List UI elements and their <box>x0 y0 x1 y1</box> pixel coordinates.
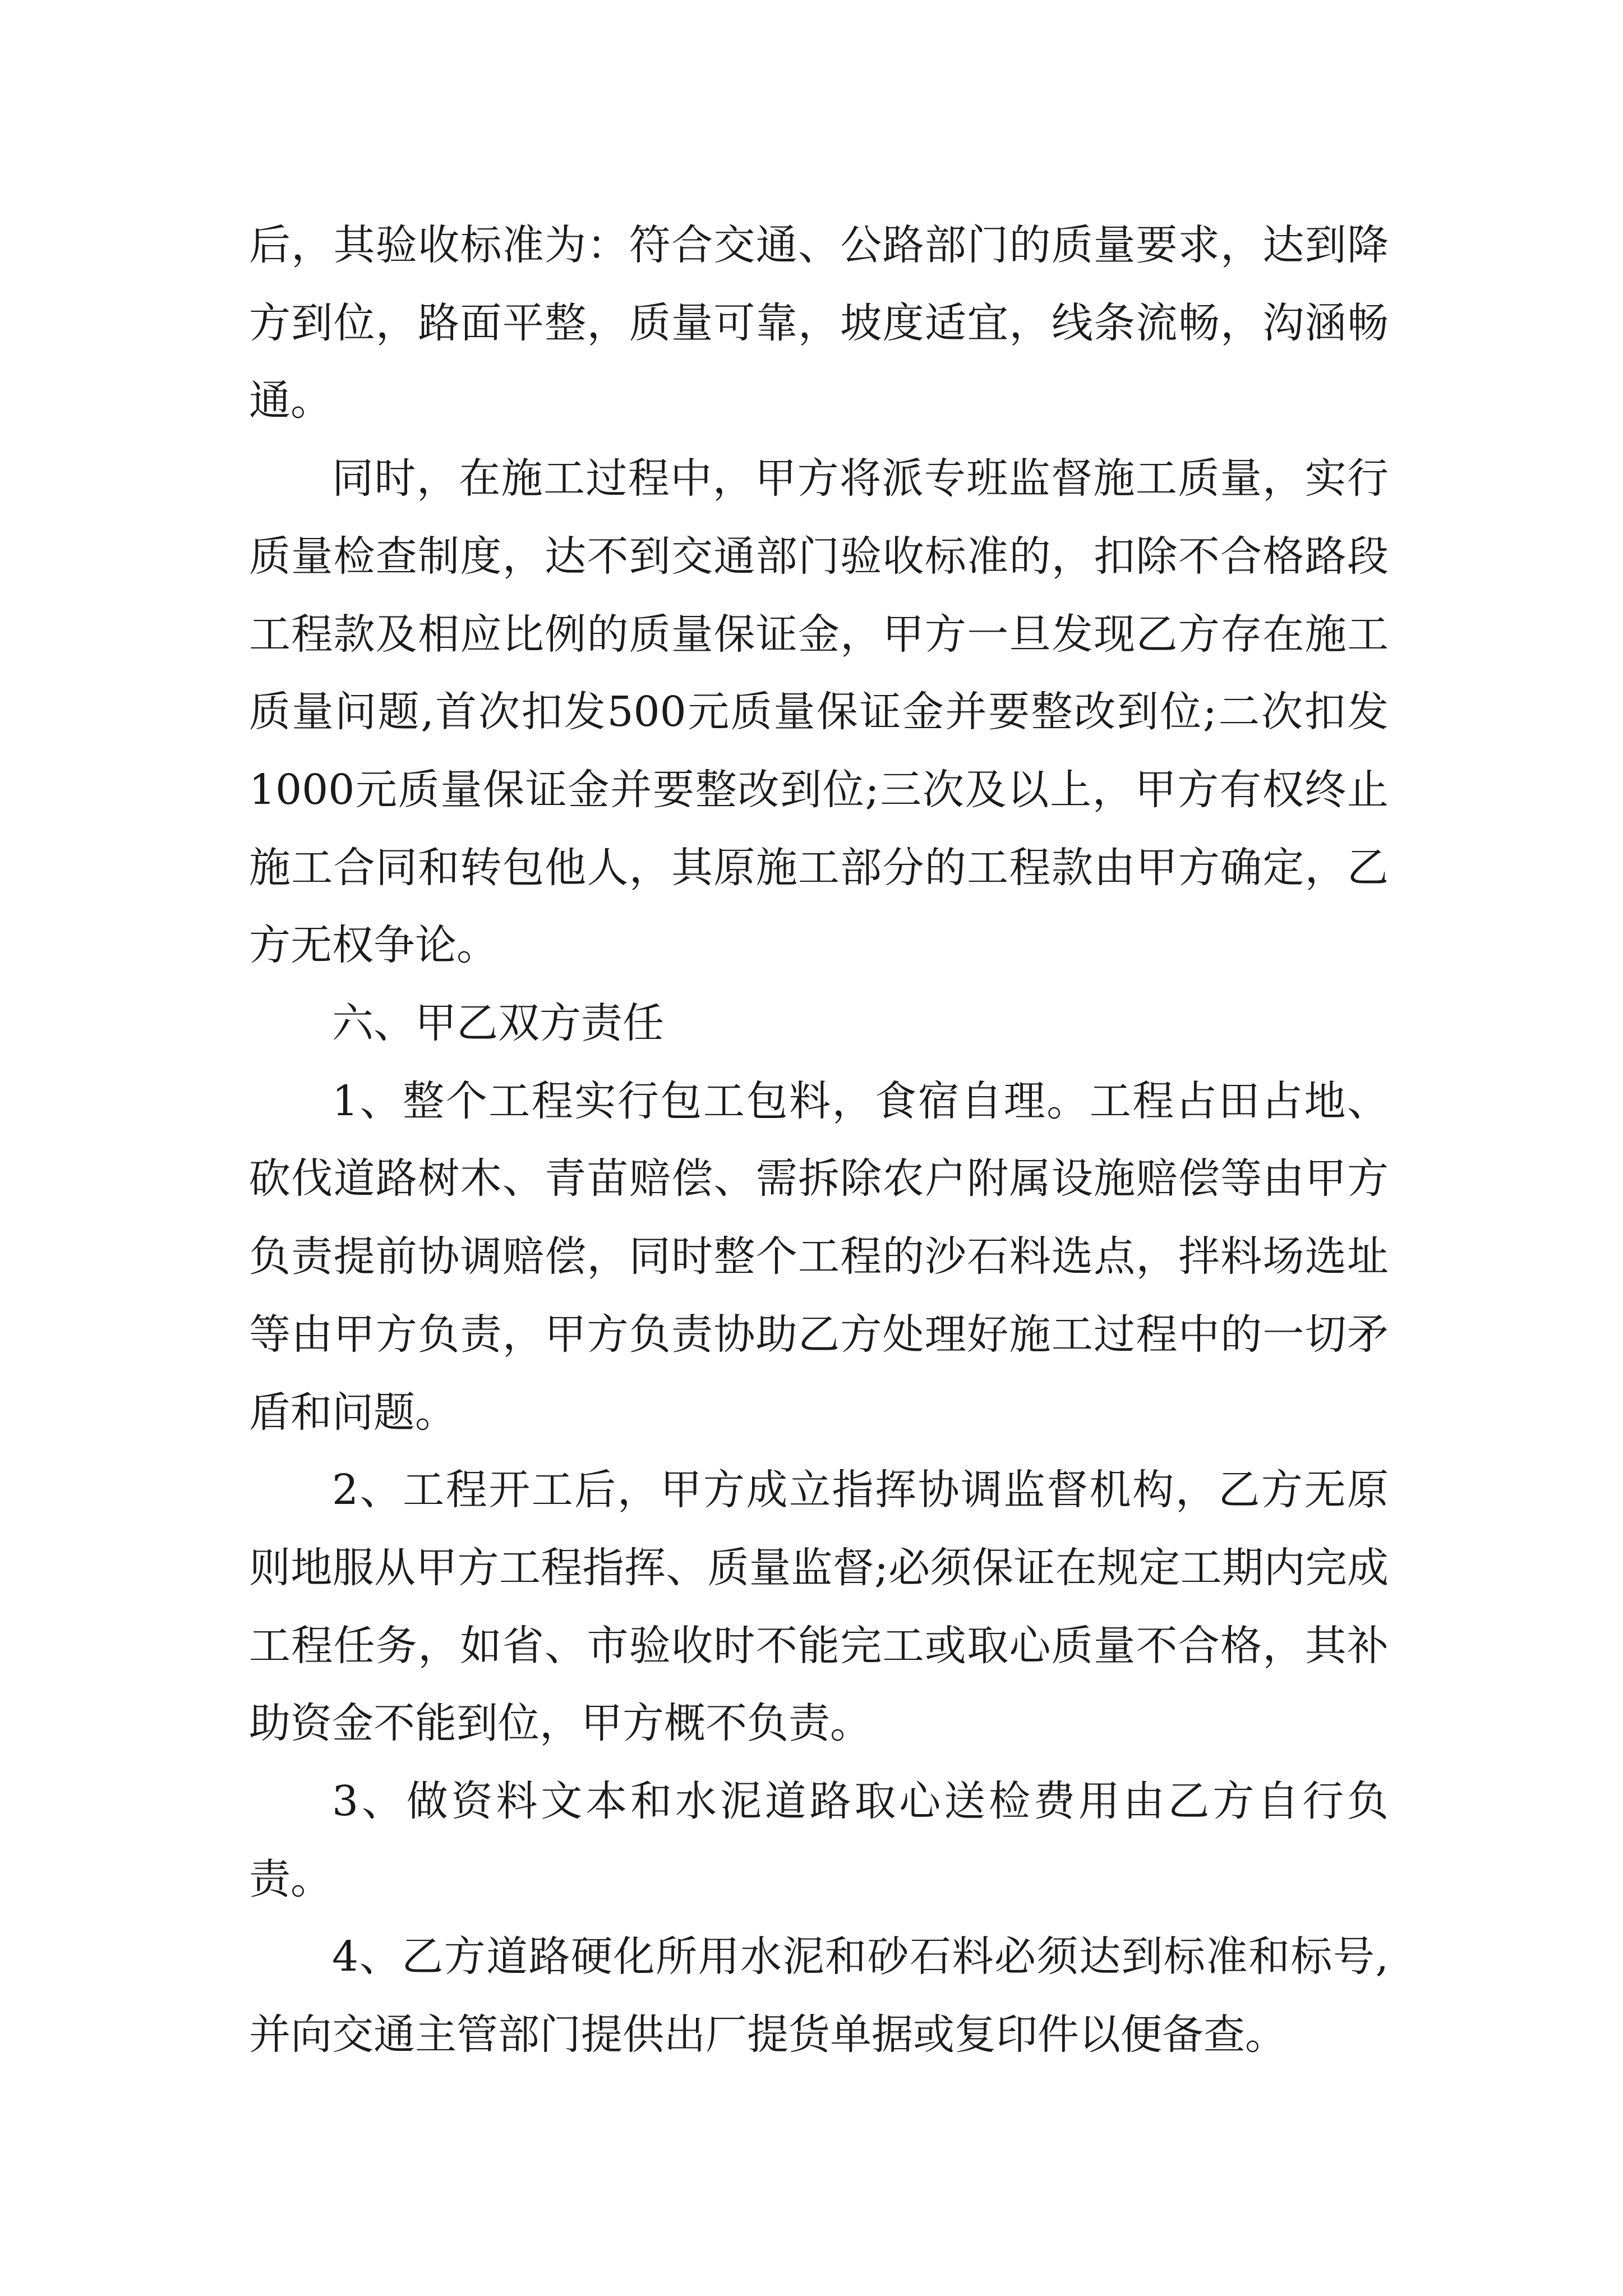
document-body <box>249 206 1389 2074</box>
paragraph-clause-4: 4、乙方道路硬化所用水泥和砂石料必须达到标准和标号,并向交通主管部门提供出厂提货单据或复印件以便备查。 <box>249 1932 1389 2059</box>
paragraph-clause-3: 3、做资料文本和水泥道路取心送检费用由乙方自行负责。 <box>249 1777 1389 1903</box>
paragraph-clause-2: 2、工程开工后，甲方成立指挥协调监督机构，乙方无原则地服从甲方工程指挥、质量监督;必须保证在规定工期内完成工程任务，如省、市验收时不能完工或取心质量不合格，其补助资金不能到位，甲方概不负责。 <box>249 1466 1389 1748</box>
paragraph-clause-1: 1、整个工程实行包工包料，食宿自理。工程占田占地、砍伐道路树木、青苗赔偿、需拆除农户附属设施赔偿等由甲方负责提前协调赔偿，同时整个工程的沙石料选点，拌料场选址等由甲方负责，甲方负责协助乙方处理好施工过程中的一切矛盾和问题。 <box>249 1076 1389 1437</box>
paragraph-quality-supervision: 同时，在施工过程中，甲方将派专班监督施工质量，实行质量检查制度，达不到交通部门验收标准的，扣除不合格路段工程款及相应比例的质量保证金，甲方一旦发现乙方存在施工质量问题,首次扣发500元质量保证金并要整改到位;二次扣发1000元质量保证金并要整改到位;三次及以上，甲方有权终止施工合同和转包他人，其原施工部分的工程款由甲方确定，乙方无权争论。 <box>249 454 1389 970</box>
section-heading-responsibilities: 六、甲乙双方责任 <box>332 999 664 1048</box>
paragraph-acceptance-standard: 后，其验收标准为：符合交通、公路部门的质量要求，达到降方到位，路面平整，质量可靠，坡度适宜，线条流畅，沟涵畅通。 <box>249 221 1389 425</box>
